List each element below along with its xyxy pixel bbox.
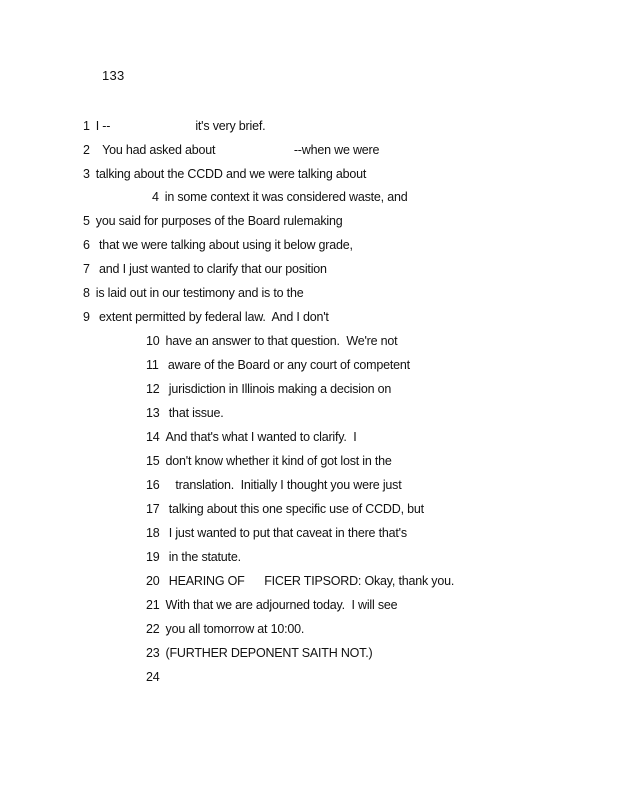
transcript-line-6 — [83, 237, 353, 253]
line-number: 1 — [83, 119, 90, 133]
transcript-line-15 — [146, 453, 392, 469]
transcript-line-10 — [146, 333, 397, 349]
line-text: you said for purposes of the Board rulemaking — [95, 214, 343, 228]
line-number: 3 — [83, 167, 90, 181]
line-text: have an answer to that question. We're not — [165, 334, 398, 348]
line-text: that issue. — [165, 406, 224, 420]
transcript-line-2 — [83, 142, 379, 158]
line-number: 6 — [83, 238, 90, 252]
line-number: 23 — [146, 646, 160, 660]
line-text: And that's what I wanted to clarify. I — [165, 430, 357, 444]
transcript-line-4 — [152, 189, 408, 205]
transcript-line-9 — [83, 309, 329, 325]
line-text: I just wanted to put that caveat in there that's — [165, 526, 407, 540]
line-number: 18 — [146, 526, 160, 540]
line-text: aware of the Board or any court of competent — [164, 358, 410, 372]
line-number: 20 — [146, 574, 160, 588]
transcript-line-8 — [83, 285, 303, 301]
line-text: talking about the CCDD and we were talking about — [95, 167, 367, 181]
line-text: You had asked about --when we were — [95, 143, 380, 157]
line-number: 8 — [83, 286, 90, 300]
line-text: jurisdiction in Illinois making a decision on — [165, 382, 392, 396]
page-number: 133 — [102, 68, 125, 83]
line-number: 19 — [146, 550, 160, 564]
transcript-line-24 — [146, 669, 166, 685]
line-number: 15 — [146, 454, 160, 468]
line-text: extent permitted by federal law. And I don't — [95, 310, 329, 324]
line-number: 22 — [146, 622, 160, 636]
line-number: 14 — [146, 430, 160, 444]
transcript-line-11 — [146, 357, 410, 373]
line-text: HEARING OF FICER TIPSORD: Okay, thank you. — [165, 574, 455, 588]
transcript-line-21 — [146, 597, 397, 613]
line-text: in some context it was considered waste, and — [164, 190, 408, 204]
transcript-line-19 — [146, 549, 241, 565]
transcript-line-22 — [146, 621, 304, 637]
line-text: translation. Initially I thought you were just — [165, 478, 402, 492]
line-text: and I just wanted to clarify that our position — [95, 262, 327, 276]
transcript-line-16 — [146, 477, 401, 493]
transcript-line-1 — [83, 118, 265, 134]
line-number: 7 — [83, 262, 90, 276]
line-number: 16 — [146, 478, 160, 492]
transcript-line-23 — [146, 645, 372, 661]
line-number: 12 — [146, 382, 160, 396]
line-text: With that we are adjourned today. I will see — [165, 598, 398, 612]
line-number: 10 — [146, 334, 160, 348]
line-text: is laid out in our testimony and is to the — [95, 286, 304, 300]
transcript-line-18 — [146, 525, 407, 541]
line-text: in the statute. — [165, 550, 241, 564]
line-number: 9 — [83, 310, 90, 324]
line-text: don't know whether it kind of got lost in the — [165, 454, 392, 468]
transcript-line-13 — [146, 405, 224, 421]
transcript-line-17 — [146, 501, 424, 517]
line-text: that we were talking about using it below grade, — [95, 238, 353, 252]
line-number: 11 — [146, 358, 159, 372]
line-number: 2 — [83, 143, 90, 157]
line-number: 13 — [146, 406, 160, 420]
line-text: talking about this one specific use of CCDD, but — [165, 502, 424, 516]
line-text: (FURTHER DEPONENT SAITH NOT.) — [165, 646, 373, 660]
transcript-line-20 — [146, 573, 454, 589]
line-number: 21 — [146, 598, 160, 612]
transcript-line-3 — [83, 166, 366, 182]
line-number: 4 — [152, 190, 159, 204]
line-number: 17 — [146, 502, 160, 516]
transcript-line-5 — [83, 213, 342, 229]
transcript-line-14 — [146, 429, 357, 445]
transcript-line-7 — [83, 261, 327, 277]
line-number: 24 — [146, 670, 160, 684]
line-text: you all tomorrow at 10:00. — [165, 622, 305, 636]
line-text: I -- it's very brief. — [95, 119, 266, 133]
line-number: 5 — [83, 214, 90, 228]
transcript-line-12 — [146, 381, 391, 397]
